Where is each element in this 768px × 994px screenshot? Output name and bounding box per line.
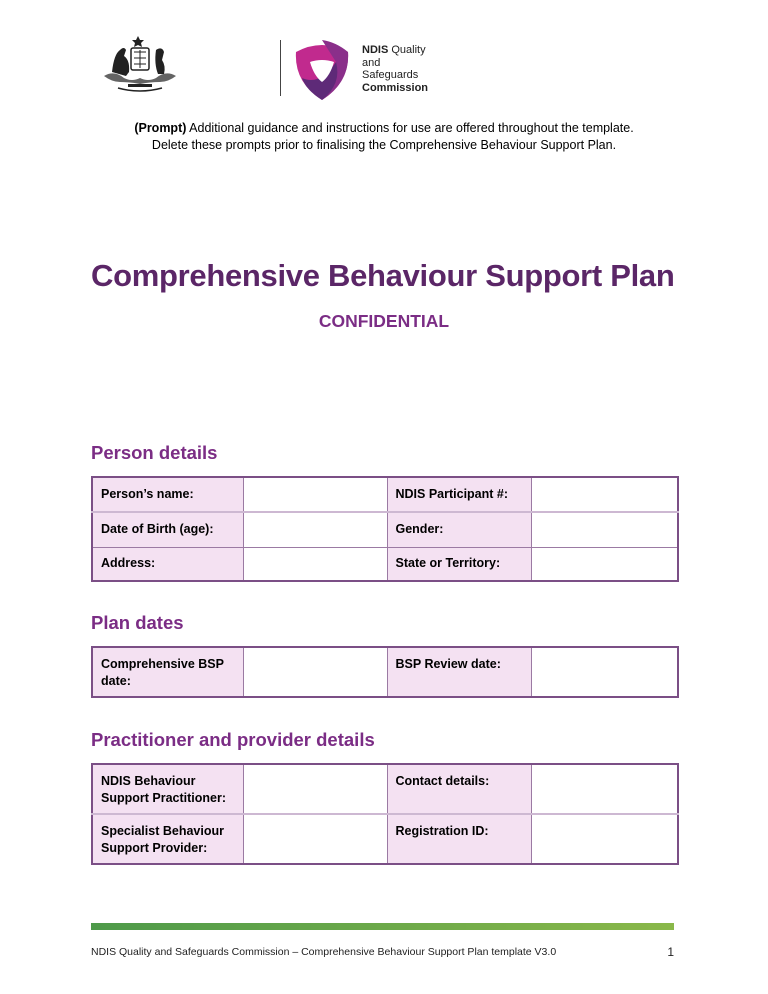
label-date-of-birth: Date of Birth (age): — [92, 512, 243, 547]
behaviour-support-practitioner-field[interactable] — [243, 764, 387, 814]
section-heading-practitioner-provider: Practitioner and provider details — [91, 729, 375, 750]
label-behaviour-support-practitioner: NDIS Behaviour Support Practitioner: — [92, 764, 243, 814]
org-name-quality: Quality — [388, 44, 426, 56]
footer-divider-bar — [91, 923, 674, 930]
label-ndis-participant-number: NDIS Participant #: — [387, 477, 531, 512]
label-specialist-behaviour-support-provider: Specialist Behaviour Support Provider: — [92, 814, 243, 864]
registration-id-field[interactable] — [531, 814, 678, 864]
label-contact-details: Contact details: — [387, 764, 531, 814]
ndis-participant-number-field[interactable] — [531, 477, 678, 512]
table-row — [92, 647, 678, 697]
label-comprehensive-bsp-date: Comprehensive BSP date: — [92, 647, 243, 697]
table-row — [92, 477, 678, 512]
ndis-shield-icon — [292, 40, 352, 102]
prompt-note — [0, 120, 768, 154]
persons-name-field[interactable] — [243, 477, 387, 512]
table-row — [92, 814, 678, 864]
logo-divider — [280, 40, 281, 96]
label-bsp-review-date: BSP Review date: — [387, 647, 531, 697]
gender-field[interactable] — [531, 512, 678, 547]
label-gender: Gender: — [387, 512, 531, 547]
prompt-line1: Additional guidance and instructions for use are offered throughout the template. — [186, 121, 634, 135]
comprehensive-bsp-date-field[interactable] — [243, 647, 387, 697]
label-registration-id: Registration ID: — [387, 814, 531, 864]
org-name-ndis: NDIS — [362, 44, 389, 56]
confidential-label: CONFIDENTIAL — [318, 311, 450, 331]
header-logo — [92, 26, 429, 106]
document-title: Comprehensive Behaviour Support Plan — [91, 258, 675, 293]
table-row — [92, 512, 678, 547]
prompt-line2: Delete these prompts prior to finalising the Comprehensive Behaviour Support Plan. — [151, 138, 617, 152]
address-field[interactable] — [243, 547, 387, 581]
prompt-label: (Prompt) — [134, 121, 187, 135]
table-row — [92, 547, 678, 581]
contact-details-field[interactable] — [531, 764, 678, 814]
org-name-line2: and Safeguards — [362, 56, 419, 81]
label-persons-name: Person’s name: — [92, 477, 243, 512]
label-address: Address: — [92, 547, 243, 581]
coat-of-arms-icon — [98, 32, 182, 98]
org-name-line3: Commission — [362, 81, 429, 94]
plan-dates-table — [91, 646, 679, 698]
label-state-or-territory: State or Territory: — [387, 547, 531, 581]
page-number: 1 — [667, 945, 674, 959]
footer-text: NDIS Quality and Safeguards Commission – Comprehensive Behaviour Support Plan template V3.0 — [91, 946, 557, 958]
person-details-table — [91, 476, 679, 582]
bsp-review-date-field[interactable] — [531, 647, 678, 697]
section-heading-person-details: Person details — [91, 442, 218, 463]
state-or-territory-field[interactable] — [531, 547, 678, 581]
date-of-birth-field[interactable] — [243, 512, 387, 547]
table-row — [92, 764, 678, 814]
org-name — [362, 44, 428, 94]
specialist-behaviour-support-provider-field[interactable] — [243, 814, 387, 864]
practitioner-provider-table — [91, 763, 679, 865]
section-heading-plan-dates: Plan dates — [91, 612, 184, 633]
